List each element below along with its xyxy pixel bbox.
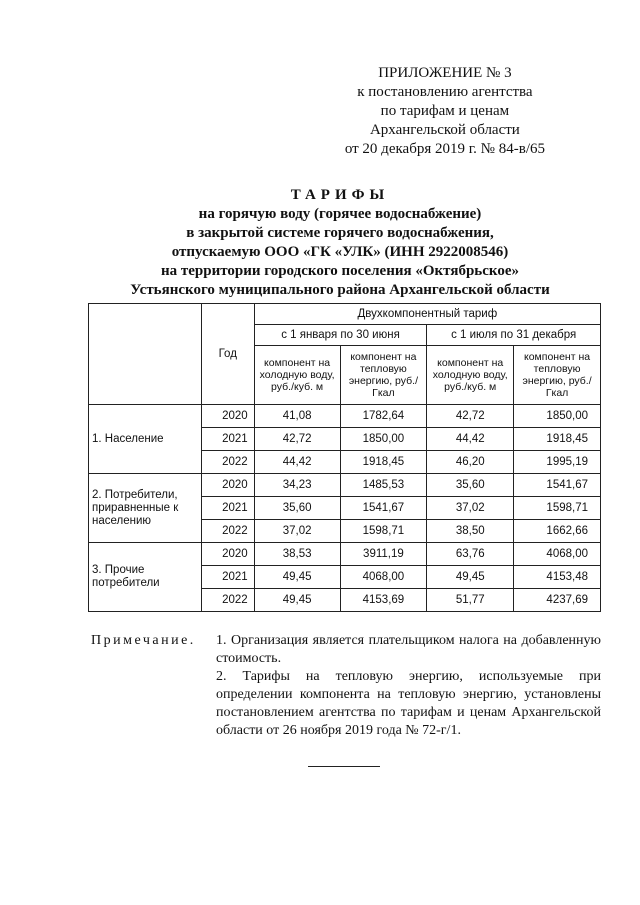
appendix-header <box>345 64 545 159</box>
document-title <box>80 186 600 300</box>
value-cell: 38,50 <box>427 520 514 543</box>
value-cell: 37,02 <box>427 497 514 520</box>
year-cell: 2022 <box>201 589 254 612</box>
value-cell: 49,45 <box>254 566 340 589</box>
component-header: компонент на холодную воду, руб./куб. м <box>427 346 514 405</box>
title-line: на горячую воду (горячее водоснабжение) <box>198 206 482 222</box>
value-cell: 35,60 <box>427 474 514 497</box>
title-line: Устьянского муниципального района Архангельской области <box>130 282 550 298</box>
value-cell: 1485,53 <box>340 474 427 497</box>
value-cell: 46,20 <box>427 451 514 474</box>
divider-line <box>308 766 380 767</box>
note-item: 1. Организация является плательщиком налога на добавленную стоимость. <box>216 633 601 666</box>
value-cell: 1598,71 <box>514 497 601 520</box>
title-main: ТАРИФЫ <box>290 187 390 203</box>
note-item: 2. Тарифы на тепловую энергию, используемые при определении компонента на тепловую энергию, установлены постановлением агентства по тарифам и ценам Архангельской области от 26 ноября 2019 года № 72-г/1. <box>216 669 601 738</box>
group-label: 3. Прочие потребители <box>89 543 202 612</box>
table-corner-cell <box>89 304 202 405</box>
year-cell: 2022 <box>201 520 254 543</box>
year-cell: 2020 <box>201 474 254 497</box>
value-cell: 44,42 <box>254 451 340 474</box>
group-label: 2. Потребители, приравненные к населению <box>89 474 202 543</box>
tariff-header: Двухкомпонентный тариф <box>254 304 600 325</box>
appendix-line: к постановлению агентства <box>357 84 533 100</box>
notes-items <box>216 632 601 740</box>
value-cell: 1995,19 <box>514 451 601 474</box>
value-cell: 35,60 <box>254 497 340 520</box>
value-cell: 1541,67 <box>514 474 601 497</box>
period-header-2: с 1 июля по 31 декабря <box>427 325 601 346</box>
year-cell: 2020 <box>201 543 254 566</box>
value-cell: 38,53 <box>254 543 340 566</box>
title-line: отпускаемую ООО «ГК «УЛК» (ИНН 2922008546) <box>171 244 509 260</box>
table-row <box>89 474 601 497</box>
value-cell: 42,72 <box>427 405 514 428</box>
appendix-date: от 20 декабря 2019 г. № 84-в/65 <box>344 141 545 157</box>
year-cell: 2021 <box>201 566 254 589</box>
appendix-number: ПРИЛОЖЕНИЕ № 3 <box>378 65 512 81</box>
value-cell: 1918,45 <box>340 451 427 474</box>
value-cell: 41,08 <box>254 405 340 428</box>
component-header: компонент на тепловую энергию, руб./Гкал <box>514 346 601 405</box>
appendix-line: по тарифам и ценам <box>380 103 510 119</box>
component-header: компонент на холодную воду, руб./куб. м <box>254 346 340 405</box>
year-cell: 2021 <box>201 497 254 520</box>
appendix-line: Архангельской области <box>369 122 520 138</box>
value-cell: 4153,48 <box>514 566 601 589</box>
value-cell: 4237,69 <box>514 589 601 612</box>
value-cell: 63,76 <box>427 543 514 566</box>
year-cell: 2022 <box>201 451 254 474</box>
group-label: 1. Население <box>89 405 202 474</box>
value-cell: 1850,00 <box>340 428 427 451</box>
value-cell: 1598,71 <box>340 520 427 543</box>
table-row <box>89 405 601 428</box>
period-header-1: с 1 января по 30 июня <box>254 325 427 346</box>
value-cell: 1541,67 <box>340 497 427 520</box>
component-header: компонент на тепловую энергию, руб./Гкал <box>340 346 427 405</box>
title-line: на территории городского поселения «Октябрьское» <box>160 263 519 279</box>
value-cell: 1662,66 <box>514 520 601 543</box>
value-cell: 51,77 <box>427 589 514 612</box>
value-cell: 3911,19 <box>340 543 427 566</box>
tariff-table <box>88 303 601 612</box>
year-cell: 2021 <box>201 428 254 451</box>
year-header: Год <box>201 304 254 405</box>
value-cell: 4153,69 <box>340 589 427 612</box>
value-cell: 1782,64 <box>340 405 427 428</box>
value-cell: 4068,00 <box>340 566 427 589</box>
value-cell: 49,45 <box>427 566 514 589</box>
value-cell: 44,42 <box>427 428 514 451</box>
value-cell: 1918,45 <box>514 428 601 451</box>
title-line: в закрытой системе горячего водоснабжения, <box>186 225 494 241</box>
year-cell: 2020 <box>201 405 254 428</box>
value-cell: 4068,00 <box>514 543 601 566</box>
value-cell: 42,72 <box>254 428 340 451</box>
value-cell: 49,45 <box>254 589 340 612</box>
value-cell: 34,23 <box>254 474 340 497</box>
value-cell: 37,02 <box>254 520 340 543</box>
table-row <box>89 543 601 566</box>
value-cell: 1850,00 <box>514 405 601 428</box>
notes-label: Примечание. <box>91 633 196 648</box>
